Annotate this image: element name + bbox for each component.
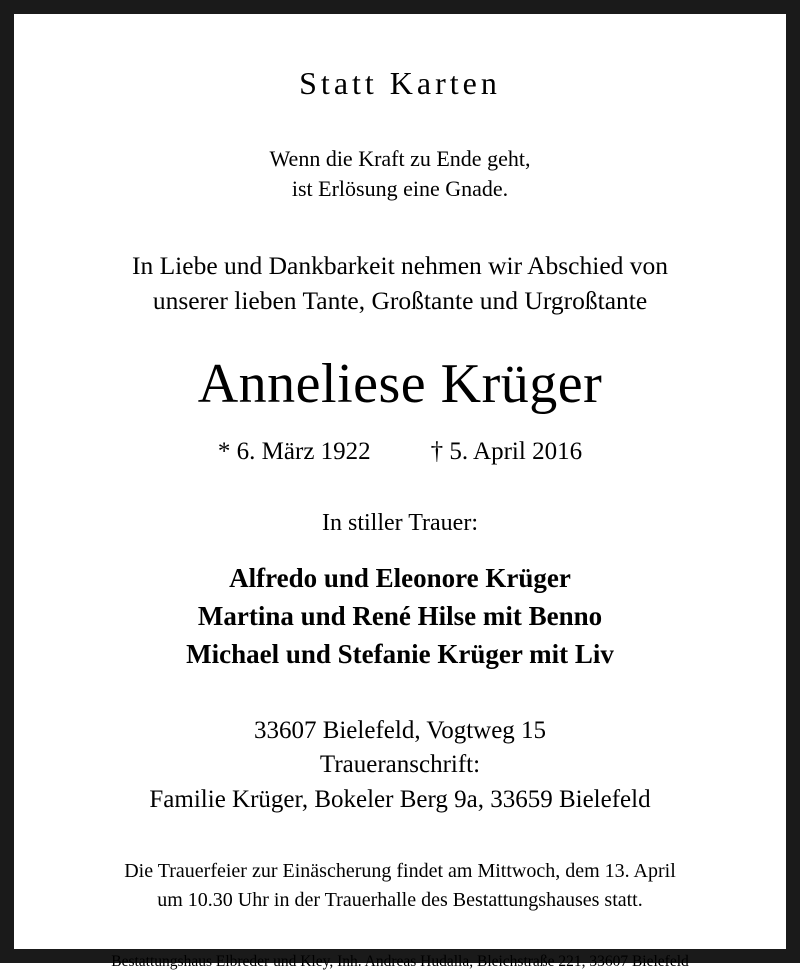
address-block	[44, 714, 756, 818]
funeral-home-credit: Bestattungshaus Elbreder und Kley, Inh. Andreas Hudalla, Bleichstraße 221, 33607 Bielefeld	[111, 953, 689, 970]
card-heading: Statt Karten	[299, 65, 501, 101]
intro-line-2: unserer lieben Tante, Großtante und Urgroßtante	[152, 285, 648, 315]
birth-date: * 6. März 1922	[217, 437, 371, 465]
mourner-line-3: Michael und Stefanie Krüger mit Liv	[186, 639, 614, 670]
verse-block	[44, 144, 756, 203]
mourner-line-1: Alfredo und Eleonore Krüger	[229, 562, 571, 593]
mourners-block	[44, 559, 756, 674]
mourner-line-2: Martina und René Hilse mit Benno	[197, 601, 603, 632]
intro-line-1: In Liebe und Dankbarkeit nehmen wir Abschied von	[131, 250, 669, 280]
deceased-name: Anneliese Krüger	[197, 353, 603, 416]
ceremony-line-1: Die Trauerfeier zur Einäscherung findet am Mittwoch, dem 13. April	[124, 860, 676, 883]
verse-line-1: Wenn die Kraft zu Ende geht,	[269, 146, 531, 172]
address-line-3: Familie Krüger, Bokeler Berg 9a, 33659 Bielefeld	[149, 785, 651, 813]
mourning-label: In stiller Trauer:	[322, 509, 478, 536]
verse-line-2: ist Erlösung eine Gnade.	[291, 176, 509, 202]
ceremony-block	[44, 857, 756, 914]
address-line-2: Traueranschrift:	[319, 751, 481, 779]
obituary-inner	[44, 64, 756, 970]
death-date: † 5. April 2016	[430, 437, 583, 465]
life-dates	[44, 438, 756, 466]
ceremony-line-2: um 10.30 Uhr in der Trauerhalle des Bestattungshauses statt.	[157, 888, 643, 911]
intro-block	[44, 248, 756, 318]
address-line-1: 33607 Bielefeld, Vogtweg 15	[253, 716, 547, 744]
